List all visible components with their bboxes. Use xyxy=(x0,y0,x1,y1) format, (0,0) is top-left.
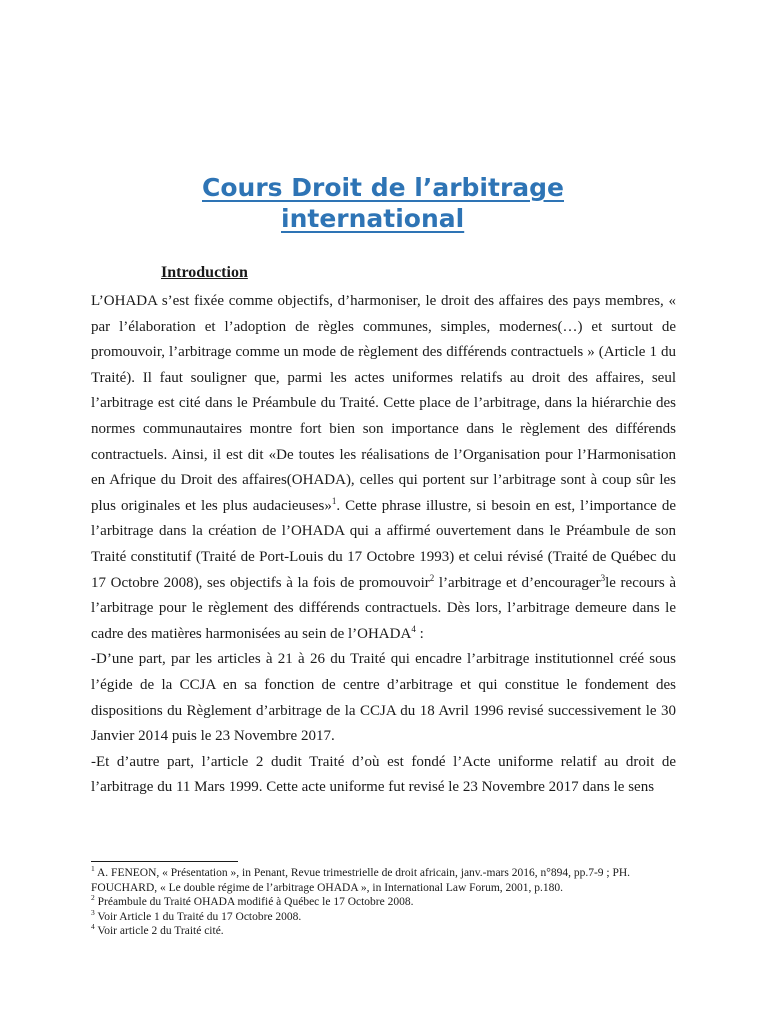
footnote-ref-3[interactable]: 3 xyxy=(600,572,606,583)
paragraph-intro-part-b: . Cette phrase illustre, si besoin en est, l’importance de l’arbitrage dans la création de l’OHADA qui a affirmé ouvertement dans le Préambule de son Traité constitutif (Traité de Port-Louis du 17 Octobre 1993) et celui révisé (Traité de Québec du 17 Octobre 2008), ses objectifs à la fois de promouvoir xyxy=(91,497,676,591)
footnote-number-1: 1 xyxy=(91,864,95,874)
paragraph-intro-part-a: L’OHADA s’est fixée comme objectifs, d’harmoniser, le droit des affaires des pays membres, « par l’élaboration et l’adoption de règles communes, simples, modernes(…) et surtout de promouvoir, l’arbitrage comme un mode de règlement des différends contractuels » (Article 1 du Traité). Il faut souligner que, parmi les actes uniformes relatifs au droit des affaires, seul l’arbitrage est cité dans le Préambule du Traité. Cette place de l’arbitrage, dans la hiérarchie des normes communautaires montre fort bien son importance dans le règlement des différends contractuels. Ainsi, il est dit «De toutes les réalisations de l’Organisation pour l’Harmonisation en Afrique du Droit des affaires(OHADA), celles qui portent sur l’arbitrage sont à coup sûr les plus originales et les plus audacieuses» xyxy=(91,293,676,514)
footnote-separator xyxy=(91,861,238,862)
paragraph-intro-part-c: l’arbitrage et d’encourager xyxy=(434,574,601,591)
page-title-line-1: Cours Droit de l’arbitrage xyxy=(202,173,564,202)
footnote-number-4: 4 xyxy=(91,922,95,932)
paragraph-second-part: -Et d’autre part, l’article 2 dudit Traité d’où est fondé l’Acte uniforme relatif au droit de l’arbitrage du 11 Mars 1999. Cette acte uniforme fut revisé le 23 Novembre 2017 dans le sens xyxy=(91,753,676,796)
footnote-ref-4[interactable]: 4 xyxy=(411,623,416,634)
body-text xyxy=(91,289,676,801)
paragraph-intro-part-d: le recours à l’arbitrage pour le règlement des différends contractuels. Dès lors, l’arbitrage demeure dans le cadre des matières harmonisées au sein de l’OHADA xyxy=(91,574,676,642)
footnote-number-2: 2 xyxy=(91,893,95,903)
footnote-text-3: Voir Article 1 du Traité du 17 Octobre 2008. xyxy=(94,910,302,923)
page-title-line-2: international xyxy=(281,204,465,233)
footnote-ref-2[interactable]: 2 xyxy=(429,572,435,583)
footnote-text-4: Voir article 2 du Traité cité. xyxy=(94,925,224,937)
footnote-4 xyxy=(91,924,676,939)
footnote-ref-1[interactable]: 1 xyxy=(331,495,337,506)
paragraph-intro-part-e: : xyxy=(415,625,424,642)
footnote-text-1: A. FENEON, « Présentation », in Penant, Revue trimestrielle de droit africain, janv.-mars 2016, n°894, pp.7-9 ; PH. FOUCHARD, « Le double régime de l’arbitrage OHADA », in International Law Forum, 2001, p.180. xyxy=(91,867,631,894)
footnote-text-2: Préambule du Traité OHADA modifié à Québec le 17 Octobre 2008. xyxy=(94,896,414,908)
footnote-number-3: 3 xyxy=(91,907,95,917)
paragraph-intro xyxy=(91,289,676,647)
footnote-3 xyxy=(91,907,676,925)
paragraph-first-part: -D’une part, par les articles à 21 à 26 du Traité qui encadre l’arbitrage institutionnel créé sous l’égide de la CCJA en sa fonction de centre d’arbitrage et qui constitue le fondement des dispositions du Règlement d’arbitrage de la CCJA du 18 Avril 1996 revisé successivement le 30 Janvier 2014 puis le 23 Novembre 2017. xyxy=(91,651,676,745)
footnotes xyxy=(91,866,676,939)
section-heading-introduction: Introduction xyxy=(161,264,248,281)
footnote-1 xyxy=(91,866,676,895)
footnote-2 xyxy=(91,895,676,910)
